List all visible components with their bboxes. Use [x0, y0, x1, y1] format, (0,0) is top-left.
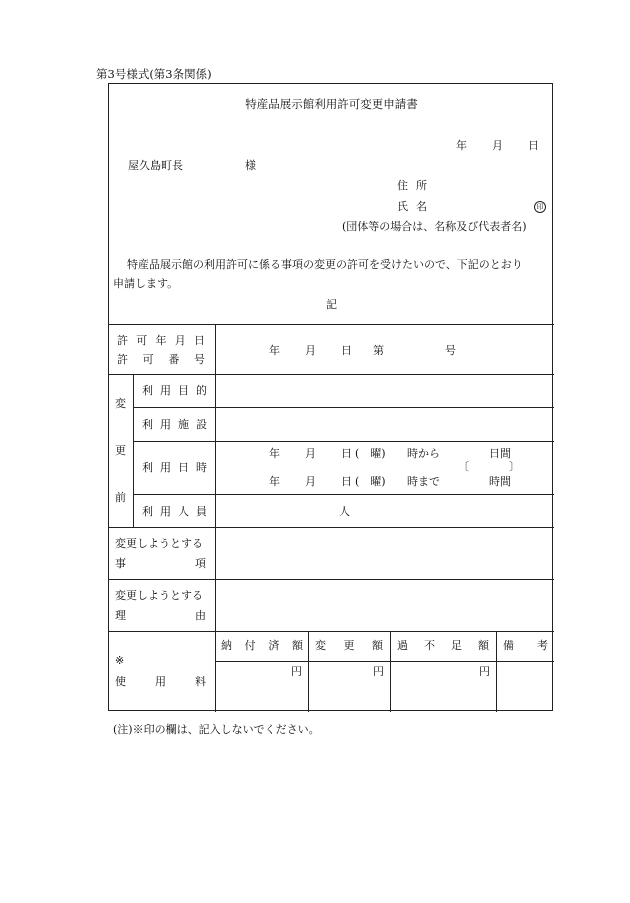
rule-after-items [109, 579, 554, 580]
people-label: 利 用 人 員 [142, 505, 207, 518]
honorific: 様 [245, 159, 256, 172]
rule-side-column [133, 374, 134, 527]
rule-after-facility [133, 441, 554, 442]
rule-fee-header [215, 661, 554, 662]
rule-fee-col1 [308, 631, 309, 712]
yen-paid: 円 [291, 665, 302, 678]
change-reason-label-line2: 理 由 [115, 609, 206, 622]
body-text-line1: 特産品展示館の利用許可に係る事項の変更の許可を受けたいので、下記のとおり [127, 258, 523, 271]
address-label: 住 所 [397, 179, 427, 192]
before-side-char-3: 前 [115, 491, 126, 504]
permit-month: 月 [305, 344, 316, 357]
rule-top-of-table [109, 324, 554, 325]
fee-col-change: 変 更 額 [315, 639, 383, 652]
permit-number-label: 許 可 番 号 [117, 353, 205, 366]
until-year: 年 [269, 475, 280, 488]
permit-date-label: 許 可 年 月 日 [117, 334, 205, 347]
datetime-label: 利 用 日 時 [142, 461, 207, 474]
until-day: 日 [341, 475, 352, 488]
date-year-label: 年 [456, 139, 467, 152]
from-weekday: ( 曜) [355, 447, 386, 460]
rule-after-purpose [133, 407, 554, 408]
rule-after-permit [109, 374, 554, 375]
purpose-label: 利 用 目 的 [142, 384, 207, 397]
date-month-label: 月 [492, 139, 503, 152]
fee-mark: ※ [115, 654, 125, 667]
until-weekday: ( 曜) [355, 475, 386, 488]
permit-day: 日 [341, 344, 352, 357]
before-side-char-2: 更 [115, 444, 126, 457]
addressee: 屋久島町長 [128, 159, 183, 172]
until-month: 月 [305, 475, 316, 488]
from-month: 月 [305, 447, 316, 460]
facility-label: 利 用 施 設 [142, 418, 207, 431]
seal-mark [534, 200, 546, 213]
fee-label: 使 用 料 [115, 675, 206, 688]
yen-diff: 円 [479, 665, 490, 678]
ki-label: 記 [326, 298, 337, 311]
rule-fee-col3 [496, 631, 497, 712]
group-note: (団体等の場合は、名称及び代表者名) [342, 220, 527, 233]
permit-go: 号 [445, 344, 456, 357]
fee-col-remarks: 備 考 [503, 639, 548, 652]
date-day-label: 日 [528, 139, 539, 152]
rule-fee-col2 [390, 631, 391, 712]
days-unit: 日間 [489, 447, 511, 460]
bracket-close: 〕 [509, 460, 520, 473]
form-title: 特産品展示館利用許可変更申請書 [245, 97, 418, 111]
yen-change: 円 [373, 665, 384, 678]
permit-dai: 第 [373, 344, 384, 357]
from-label: 時から [407, 447, 440, 460]
fee-col-paid: 納 付 済 額 [221, 639, 303, 652]
change-items-label-line1: 変更しようとする [115, 537, 203, 550]
rule-after-people [109, 527, 554, 528]
people-unit: 人 [339, 505, 350, 518]
permit-year: 年 [269, 344, 280, 357]
body-text-line2: 申請します。 [113, 277, 179, 290]
fee-col-diff: 過 不 足 額 [397, 639, 489, 652]
application-form [108, 83, 553, 711]
name-label: 氏 名 [397, 200, 427, 213]
rule-after-reason [109, 631, 554, 632]
form-code: 第3号様式(第3条関係) [96, 67, 212, 81]
rule-after-datetime [133, 494, 554, 495]
footnote: (注)※印の欄は、記入しないでください。 [113, 723, 320, 736]
rule-label-column [215, 324, 216, 712]
bracket-open: 〔 [458, 460, 469, 473]
from-year: 年 [269, 447, 280, 460]
before-side-char-1: 変 [115, 397, 126, 410]
from-day: 日 [341, 447, 352, 460]
hours-unit: 時間 [489, 475, 511, 488]
until-label: 時まで [407, 475, 440, 488]
change-reason-label-line1: 変更しようとする [115, 589, 203, 602]
seal-icon: 印 [534, 201, 546, 213]
change-items-label-line2: 事 項 [115, 557, 206, 570]
